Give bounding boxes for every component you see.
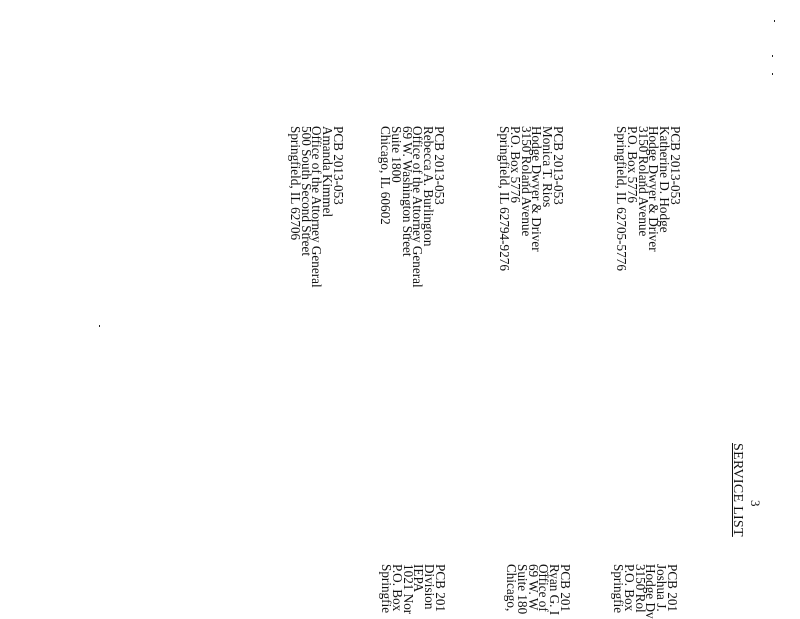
organization: IEPA (411, 564, 427, 593)
page-number: 3 (748, 500, 763, 507)
city-state-zip: Chicago, (504, 564, 520, 612)
city-state-zip: Chicago, IL 60602 (378, 126, 394, 225)
service-entry (378, 126, 447, 288)
organization: Office of (536, 564, 552, 612)
organization: Office of the Attorney General (410, 126, 426, 288)
recipient-name: Rebecca A. Burlington (421, 126, 437, 247)
address-line: Suite 180 (514, 564, 530, 615)
service-entry (379, 564, 448, 615)
city-state-zip: Springfield, IL 62705-5776 (614, 126, 630, 271)
city-state-zip: Springfield, IL 62794-9276 (497, 126, 513, 271)
address-line: P.O. Box 5776 (624, 126, 640, 203)
scan-speck (772, 73, 773, 75)
recipient-name: Division (422, 564, 438, 610)
service-entry (497, 126, 566, 271)
service-entry (614, 126, 683, 271)
address-line: 69 W. Washington Street (399, 126, 415, 257)
service-entry (287, 126, 346, 288)
address-line: 69 W. W (525, 564, 541, 611)
address-line: P.O. Box 5776 (507, 126, 523, 203)
organization: Hodge Dwyer & Driver (646, 126, 662, 252)
case-number: PCB 201 (665, 564, 680, 613)
scan-speck (99, 325, 100, 327)
address-line: 500 South Second Street (298, 126, 314, 257)
scan-speck (772, 55, 773, 57)
scan-speck (774, 20, 775, 22)
case-number: PCB 2013-053 (331, 126, 346, 205)
service-entry (504, 564, 573, 616)
case-number: PCB 201 (558, 564, 573, 613)
address-line: 3150 Roland Avenue (518, 126, 534, 237)
recipient-name: Joshua J. (654, 564, 670, 612)
case-number: PCB 2013-053 (668, 126, 683, 205)
case-number: PCB 2013-053 (551, 126, 566, 205)
recipient-name: Ryan G. I (547, 564, 563, 616)
recipient-name: Amanda Kimmel (320, 126, 336, 218)
address-line: P.O. Box (389, 564, 405, 612)
organization: Hodge Dwyer & Driver (529, 126, 545, 252)
city-state-zip: Springfield, IL 62706 (287, 126, 303, 241)
address-line: 3150 Roland Avenue (635, 126, 651, 237)
recipient-name: Monica T. Rios (540, 126, 556, 208)
page-title: SERVICE LIST (730, 443, 745, 537)
city-state-zip: Springfie (379, 564, 395, 614)
service-entry (611, 564, 680, 619)
address-line: P.O. Box (621, 564, 637, 612)
organization: Office of the Attorney General (309, 126, 325, 288)
case-number: PCB 201 (433, 564, 448, 613)
address-line: 1021 Nor (400, 564, 416, 615)
recipient-name: Katherine D. Hodge (657, 126, 673, 233)
city-state-zip: Springfie (611, 564, 627, 614)
organization: Hodge Dv (643, 564, 659, 619)
address-line: Suite 1800 (388, 126, 404, 183)
case-number: PCB 2013-053 (432, 126, 447, 205)
address-line: 3150 Rol (632, 564, 648, 613)
